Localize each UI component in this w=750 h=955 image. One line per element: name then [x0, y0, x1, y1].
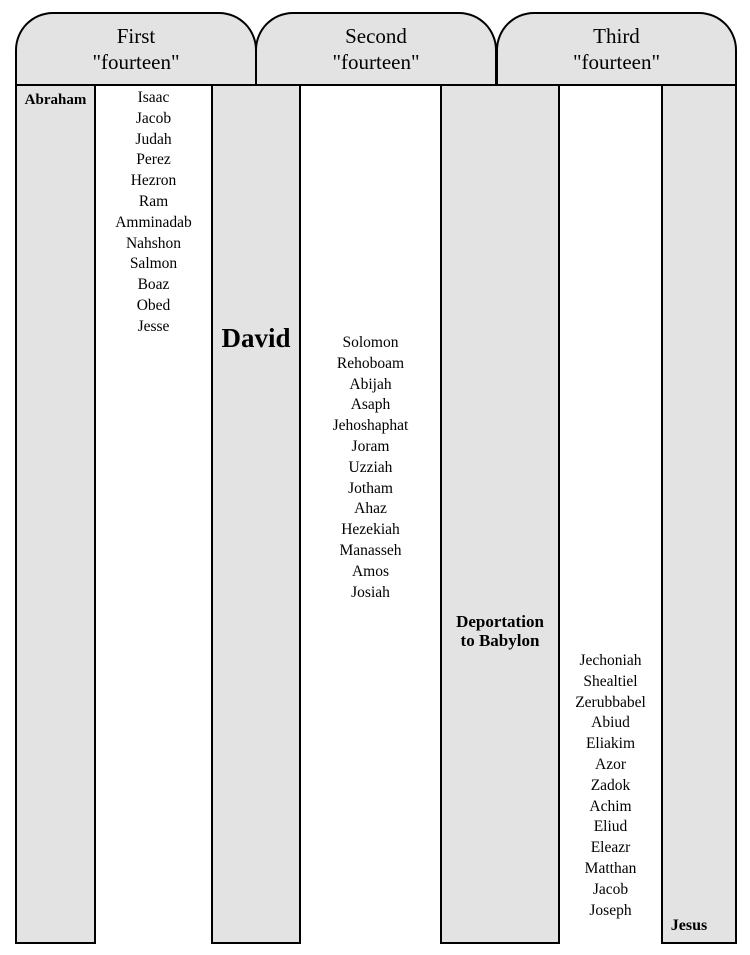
header-second-fourteen: [255, 12, 497, 84]
list-item: Zerubbabel: [575, 693, 646, 711]
label-deportation-line2: to Babylon: [460, 631, 540, 650]
column-abraham: [15, 84, 96, 944]
list-item: Solomon: [342, 334, 399, 351]
list-item: Jacob: [135, 109, 172, 127]
label-deportation-line1: Deportation: [456, 612, 544, 631]
header-subtitle: "fourteen": [92, 50, 180, 74]
header-subtitle: "fourteen": [572, 50, 661, 74]
header-third-fourteen: [496, 12, 737, 84]
column-jesus: [661, 84, 737, 944]
header-title: Second: [345, 24, 407, 48]
list-item: Hezron: [130, 172, 177, 190]
list-item: Salmon: [129, 255, 178, 273]
list-item: Boaz: [137, 276, 170, 294]
header-title: First: [116, 24, 156, 48]
header-first-fourteen: [15, 12, 257, 84]
label-abraham: Abraham: [24, 92, 87, 108]
list-item: Hezekiah: [341, 521, 400, 539]
header-divider: [15, 84, 737, 86]
list-item: Jesse: [137, 317, 170, 335]
list-item: Amminadab: [115, 213, 192, 231]
list-item: Achim: [589, 797, 632, 815]
list-item: Jacob: [592, 880, 629, 898]
list-item: Asaph: [350, 396, 391, 414]
list-item: Jechoniah: [579, 652, 642, 669]
list-item: Abiud: [591, 714, 630, 732]
list-item: Ahaz: [354, 500, 387, 518]
label-deportation: [442, 612, 558, 650]
list-item: Nahshon: [125, 234, 182, 252]
list-item: Uzziah: [348, 458, 393, 476]
list-item: Joram: [351, 437, 390, 455]
list-first-fourteen: [96, 88, 211, 338]
list-item: Amos: [351, 562, 390, 580]
list-item: Zadok: [590, 776, 631, 794]
list-item: Azor: [595, 755, 626, 773]
list-item: Jotham: [348, 479, 393, 497]
column-david: [211, 84, 301, 944]
list-item: Eliud: [593, 818, 628, 836]
list-item: Obed: [136, 296, 171, 314]
list-item: Shealtiel: [583, 672, 638, 690]
list-item: Josiah: [351, 583, 390, 601]
list-item: Manasseh: [339, 541, 402, 559]
list-third-fourteen: [560, 651, 661, 921]
list-item: Joseph: [589, 901, 632, 919]
column-deportation: [440, 84, 560, 944]
list-item: Perez: [136, 151, 171, 169]
list-item: Rehoboam: [336, 354, 405, 372]
list-item: Eliakim: [585, 735, 636, 753]
header-subtitle: "fourteen": [332, 50, 420, 74]
header-title: Third: [593, 24, 640, 48]
list-item: Abijah: [349, 375, 392, 393]
label-david: David: [221, 323, 291, 353]
list-second-fourteen: [301, 333, 440, 603]
list-item: Judah: [135, 130, 172, 148]
label-jesus: Jesus: [670, 917, 708, 934]
list-item: Jehoshaphat: [332, 417, 409, 435]
list-item: Ram: [138, 192, 169, 210]
list-item: Matthan: [584, 859, 637, 877]
list-item: Isaac: [137, 89, 170, 106]
list-item: Eleazr: [590, 839, 631, 857]
